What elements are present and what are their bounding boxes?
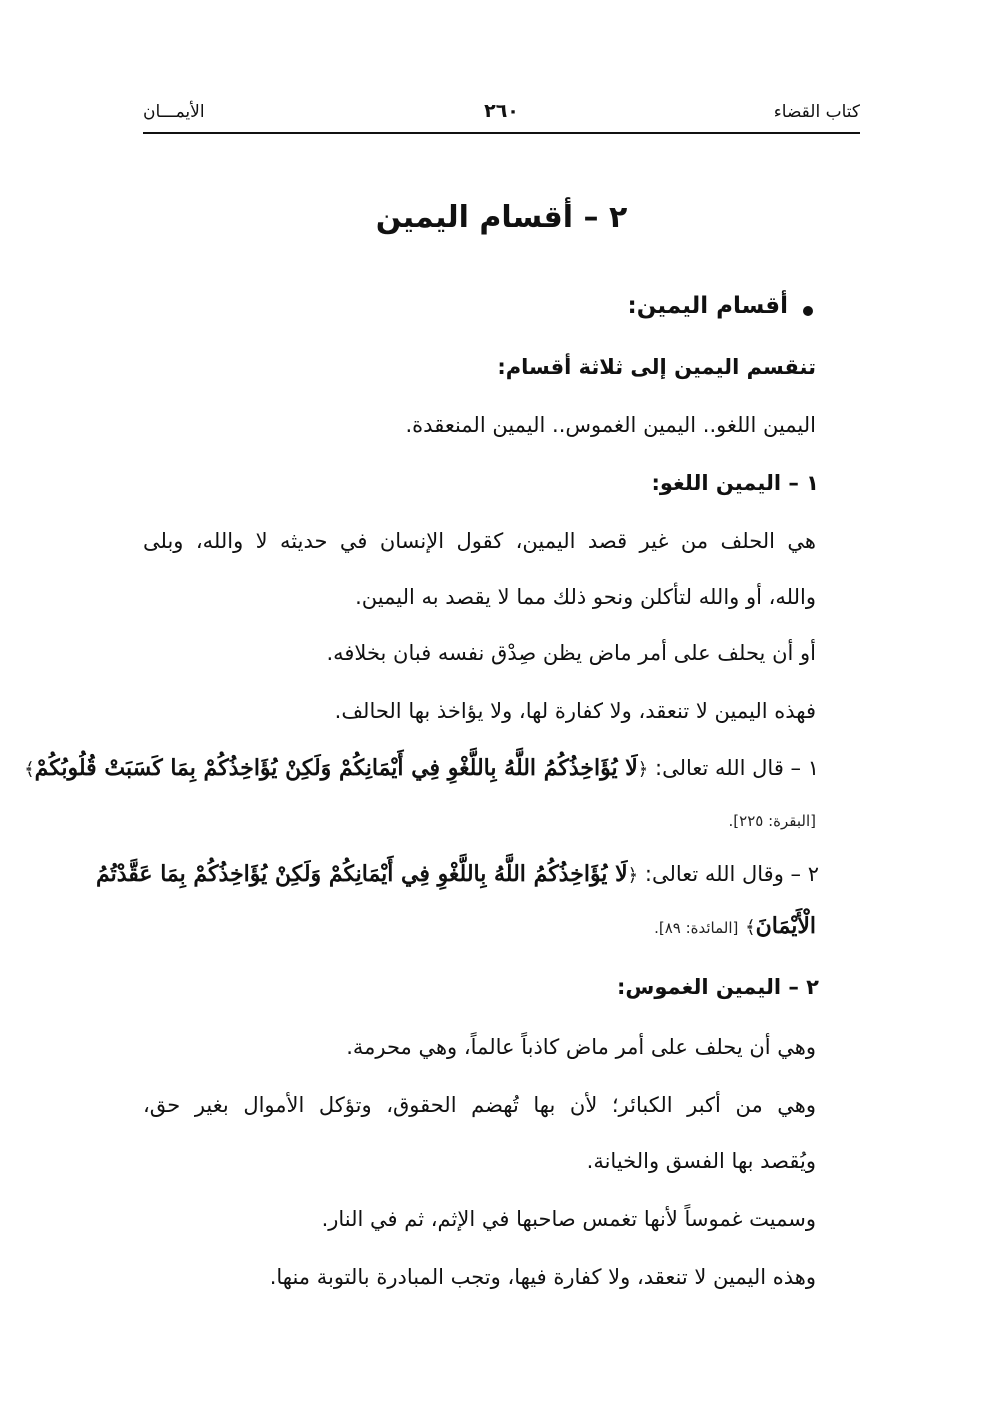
verse-open-ornament-icon: ﴿ (627, 865, 639, 886)
evidence-2-verse-line-2: الْأَيْمَانَ (755, 913, 816, 939)
verse-close-ornament-icon: ﴾ (24, 759, 35, 780)
evidence-1-prefix: ١ – قال الله تعالى: (655, 756, 819, 780)
header-chapter-title: الأيمـــان (143, 102, 205, 122)
evidence-1 (24, 754, 819, 783)
ghamus-definition: وهي أن يحلف على أمر ماض كاذباً عالماً، وهي محرمة. (346, 1035, 816, 1059)
verse-open-ornament-icon: ﴿ (637, 759, 649, 780)
evidence-1-verse: لَا يُؤَاخِذُكُمُ اللَّهُ بِاللَّغْوِ فِي أَيْمَانِكُمْ وَلَكِنْ يُؤَاخِذُكُمْ بِمَا كَسَبَتْ قُلُوبُكُمْ (34, 755, 638, 781)
evidence-2 (96, 860, 819, 889)
evidence-2-prefix: ٢ – وقال الله تعالى: (644, 862, 819, 886)
ghamus-heading: ٢ – اليمين الغموس: (616, 975, 819, 999)
types-list: اليمين اللغو.. اليمين الغموس.. اليمين المنعقدة. (405, 413, 816, 437)
ghamus-naming: وسميت غموساً لأنها تغمس صاحبها في الإثم، ثم في النار. (321, 1207, 816, 1231)
evidence-1-reference: [البقرة: ٢٢٥]. (728, 812, 816, 830)
ghamus-kabair-line-2: ويُقصد بها الفسق والخيانة. (586, 1149, 816, 1173)
laghw-definition-line-2: والله، أو والله لتأكلن ونحو ذلك مما لا يقصد به اليمين. (355, 585, 816, 609)
page-number: ٢٦٠ (484, 100, 519, 122)
section-title: ٢ – أقسام اليمين (375, 200, 628, 235)
section-heading: أقسام اليمين: (627, 293, 788, 319)
laghw-definition-line-1: هي الحلف من غير قصد اليمين، كقول الإنسان في حديثه لا والله، وبلى (143, 529, 816, 553)
laghw-or-line: أو أن يحلف على أمر ماض يظن صِدْق نفسه فبان بخلافه. (326, 641, 816, 665)
bullet-icon (803, 306, 813, 316)
evidence-2-verse-line-1: لَا يُؤَاخِذُكُمُ اللَّهُ بِاللَّغْوِ فِي أَيْمَانِكُمْ وَلَكِنْ يُؤَاخِذُكُمْ بِمَا عَقَّدْتُمُ (95, 861, 628, 887)
header-book-title: كتاب القضاء (773, 102, 860, 122)
intro-line: تنقسم اليمين إلى ثلاثة أقسام: (497, 355, 816, 379)
ghamus-kabair-line-1: وهي من أكبر الكبائر؛ لأن بها تُهضم الحقوق، وتؤكل الأموال بغير حق، (143, 1093, 816, 1117)
verse-close-ornament-icon: ﴾ (745, 917, 756, 938)
ghamus-ruling: وهذه اليمين لا تنعقد، ولا كفارة فيها، وتجب المبادرة بالتوبة منها. (269, 1265, 816, 1289)
evidence-2-reference: [المائدة: ٨٩]. (654, 919, 739, 937)
laghw-heading: ١ – اليمين اللغو: (651, 471, 819, 495)
laghw-ruling: فهذه اليمين لا تنعقد، ولا كفارة لها، ولا يؤاخذ بها الحالف. (334, 699, 816, 723)
evidence-2-continuation (654, 912, 816, 941)
